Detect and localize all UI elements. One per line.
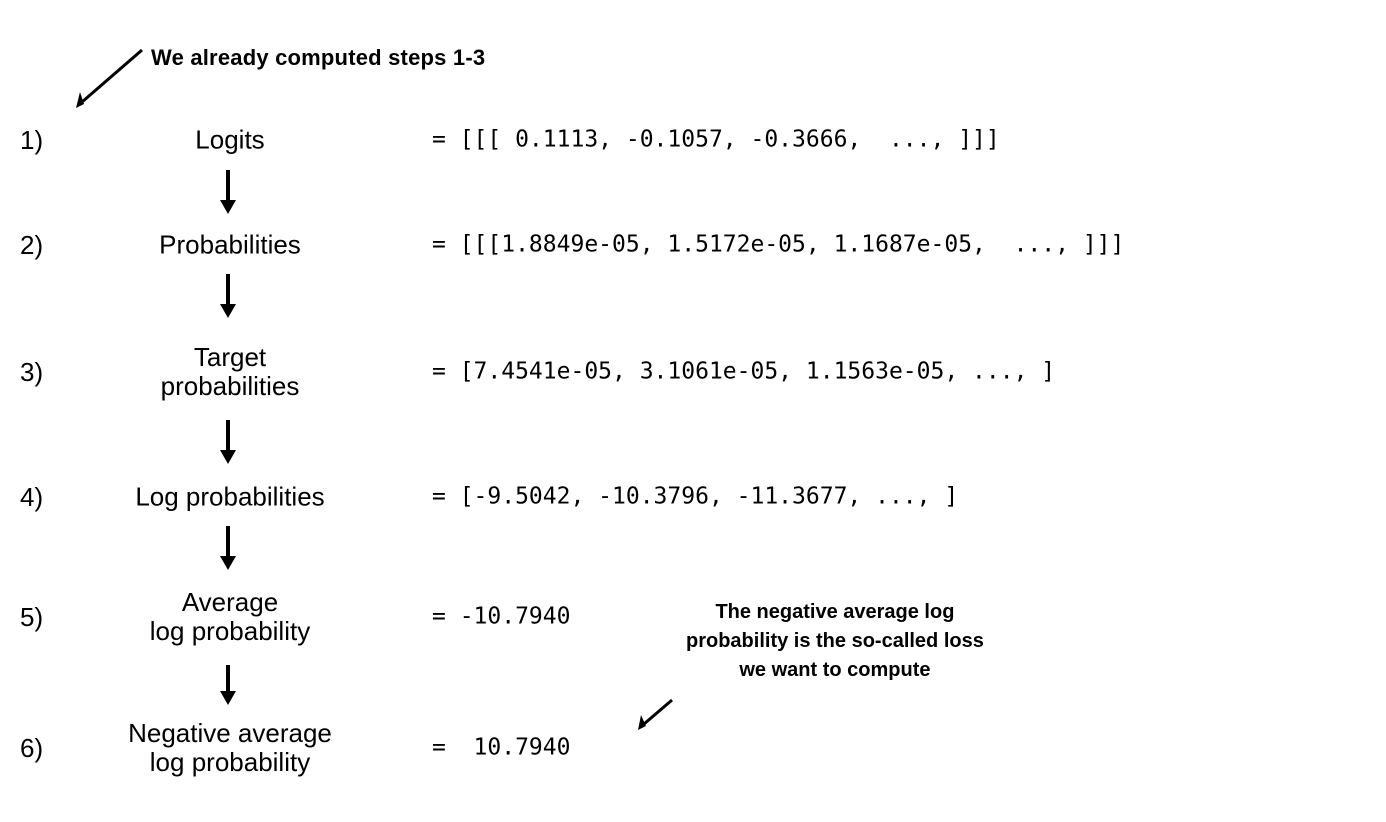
step-value-2: = [[[1.8849e-05, 1.5172e-05, 1.1687e-05, ..., ]]] xyxy=(432,231,1125,258)
step-value-3: = [7.4541e-05, 3.1061e-05, 1.1563e-05, ..., ] xyxy=(432,358,1056,385)
step-index-5: 5) xyxy=(20,602,44,632)
annotation-loss-line-3: we want to compute xyxy=(739,659,931,681)
step-value-6: = 10.7940 xyxy=(432,734,571,761)
step-label-1 xyxy=(60,125,400,154)
step-index-6: 6) xyxy=(20,733,44,763)
flow-arrow-5-to-6-icon xyxy=(213,663,243,707)
flow-arrow-4-to-5-icon xyxy=(213,524,243,572)
flow-arrow-1-to-2-icon xyxy=(213,168,243,216)
step-label-6-line-2: log probability xyxy=(149,747,311,777)
step-index-4: 4) xyxy=(20,482,44,512)
step-value-1: = [[[ 0.1113, -0.1057, -0.3666, ..., ]]] xyxy=(432,126,1000,153)
annotation-loss-line-2: probability is the so-called loss xyxy=(686,630,984,652)
step-label-1-line-1: Logits xyxy=(195,124,265,155)
flow-arrow-3-to-4-icon xyxy=(213,418,243,466)
annotation-arrow-top-icon xyxy=(60,40,170,130)
annotation-arrow-loss-icon xyxy=(630,690,690,740)
step-label-4 xyxy=(60,482,400,511)
step-index-2: 2) xyxy=(20,230,44,260)
step-label-3 xyxy=(60,343,400,401)
annotation-loss-explanation xyxy=(686,598,984,685)
step-label-5-line-2: log probability xyxy=(149,616,311,646)
step-label-3-line-2: probabilities xyxy=(160,371,300,401)
step-index-1: 1) xyxy=(20,125,44,155)
annotation-loss-line-1: The negative average log xyxy=(715,601,955,623)
step-label-2 xyxy=(60,230,400,259)
step-label-4-line-1: Log probabilities xyxy=(135,481,325,512)
step-value-5: = -10.7940 xyxy=(432,603,571,630)
flow-arrow-2-to-3-icon xyxy=(213,272,243,320)
annotation-steps-already-computed: We already computed steps 1-3 xyxy=(151,45,486,70)
step-label-6-line-1: Negative average xyxy=(128,717,332,748)
step-label-6 xyxy=(60,719,400,777)
step-label-5 xyxy=(60,588,400,646)
step-index-3: 3) xyxy=(20,357,44,387)
step-value-4: = [-9.5042, -10.3796, -11.3677, ..., ] xyxy=(432,483,959,510)
step-label-3-line-1: Target xyxy=(193,341,267,372)
step-label-2-line-1: Probabilities xyxy=(159,229,301,260)
step-label-5-line-1: Average xyxy=(181,586,279,617)
